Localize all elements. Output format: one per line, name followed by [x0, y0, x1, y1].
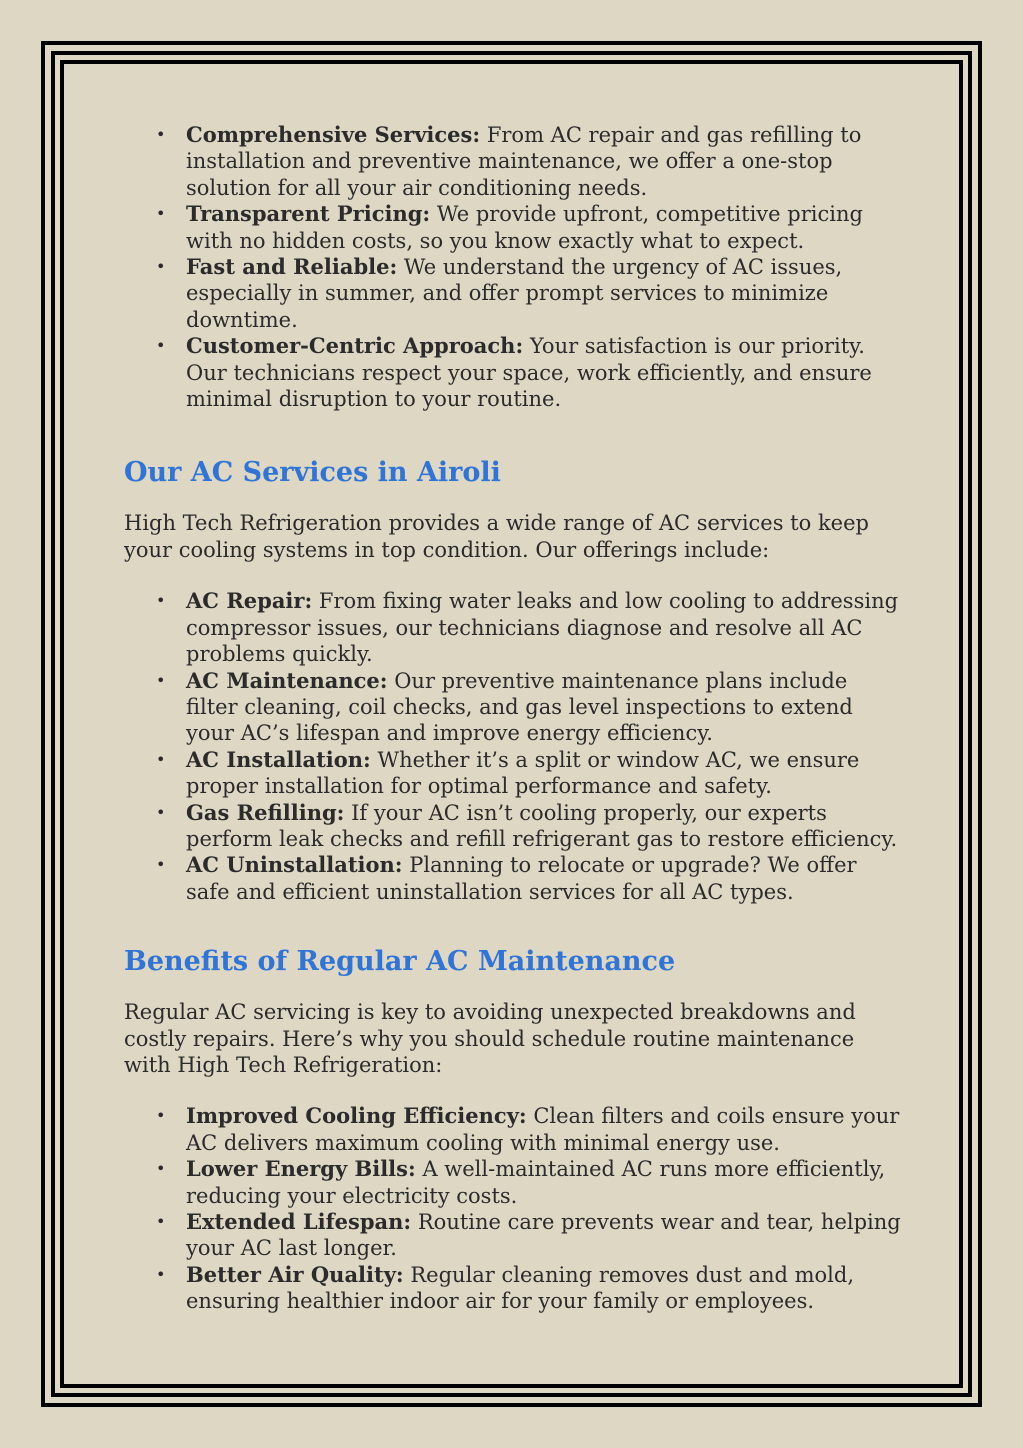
bullet-icon: • — [156, 855, 166, 875]
benefits-intro: Regular AC servicing is key to avoiding unexpected breakdowns and costly repairs. Here’s why you should schedule routine maintenance with High Tech Refrigeration: — [124, 1000, 856, 1077]
item-label: Gas Refilling: — [186, 799, 345, 825]
item-label: Comprehensive Services: — [186, 122, 481, 147]
list-item — [124, 1103, 904, 1156]
list-item — [124, 588, 904, 667]
item-label: Lower Energy Bills: — [186, 1156, 416, 1182]
item-text: Your satisfaction is our priority. Our technicians respect your space, work efficiently, and ensure minimal disruption to your routine. — [186, 334, 872, 412]
bullet-icon: • — [156, 257, 166, 277]
list-item — [124, 333, 904, 412]
item-label: Customer-Centric Approach: — [186, 333, 524, 359]
list-item — [124, 1156, 904, 1209]
item-label: AC Repair: — [186, 588, 313, 614]
item-text: Clean filters and coils ensure your AC delivers maximum cooling with minimal energy use. — [186, 1104, 900, 1155]
bullet-icon: • — [156, 336, 166, 356]
services-intro: High Tech Refrigeration provides a wide range of AC services to keep your cooling systems in top condition. Our offerings include: — [124, 511, 869, 562]
item-label: Better Air Quality: — [186, 1261, 404, 1287]
list-item — [124, 122, 904, 201]
bullet-icon: • — [156, 670, 166, 690]
item-label: Fast and Reliable: — [186, 254, 398, 280]
benefits-list — [124, 1103, 904, 1314]
list-item — [124, 201, 904, 254]
item-label: AC Maintenance: — [186, 667, 388, 693]
item-text: Planning to relocate or upgrade? We offer safe and efficient uninstallation services for all AC types. — [186, 853, 857, 904]
benefits-heading: Benefits of Regular AC Maintenance — [124, 946, 676, 978]
bullet-icon: • — [156, 1159, 166, 1179]
list-item — [124, 800, 904, 853]
services-heading: Our AC Services in Airoli — [124, 457, 501, 489]
why-choose-list — [124, 122, 904, 412]
list-item — [124, 254, 904, 333]
bullet-icon: • — [156, 802, 166, 822]
item-text: If your AC isn’t cooling properly, our experts perform leak checks and refill refrigerant gas to restore efficiency. — [186, 800, 898, 851]
bullet-icon: • — [156, 1264, 166, 1284]
list-item — [124, 852, 904, 905]
list-item — [124, 1262, 904, 1315]
item-text: A well-maintained AC runs more efficiently, reducing your electricity costs. — [186, 1157, 886, 1208]
bullet-icon: • — [156, 591, 166, 611]
bullet-icon: • — [156, 204, 166, 224]
item-label: Extended Lifespan: — [186, 1209, 412, 1234]
item-text: Routine care prevents wear and tear, helping your AC last longer. — [186, 1210, 901, 1261]
bullet-icon: • — [156, 749, 166, 769]
item-text: Our preventive maintenance plans include filter cleaning, coil checks, and gas level inspections to extend your AC’s lifespan and improve energy efficiency. — [186, 668, 853, 746]
item-text: Regular cleaning removes dust and mold, ensuring healthier indoor air for your family or employees. — [186, 1262, 855, 1314]
item-text: From AC repair and gas refilling to installation and preventive maintenance, we offer a one-stop solution for all your air conditioning needs. — [186, 123, 862, 200]
list-item — [124, 1209, 904, 1262]
item-label: AC Uninstallation: — [186, 852, 403, 878]
bullet-icon: • — [156, 1106, 166, 1126]
list-item — [124, 668, 904, 747]
item-text: From fixing water leaks and low cooling to addressing compressor issues, our technicians diagnose and resolve all AC problems quickly. — [186, 589, 899, 667]
item-label: Transparent Pricing: — [186, 201, 431, 227]
item-text: We understand the urgency of AC issues, especially in summer, and offer prompt services to minimize downtime. — [186, 255, 843, 332]
item-text: Whether it’s a split or window AC, we ensure proper installation for optimal performance and safety. — [186, 747, 860, 799]
item-text: We provide upfront, competitive pricing with no hidden costs, so you know exactly what to expect. — [186, 202, 863, 253]
services-list — [124, 588, 904, 905]
list-item — [124, 747, 904, 800]
item-label: AC Installation: — [186, 746, 371, 772]
document-content — [124, 122, 904, 1315]
bullet-icon: • — [156, 1212, 166, 1231]
bullet-icon: • — [156, 125, 166, 144]
item-label: Improved Cooling Efficiency: — [186, 1103, 527, 1129]
